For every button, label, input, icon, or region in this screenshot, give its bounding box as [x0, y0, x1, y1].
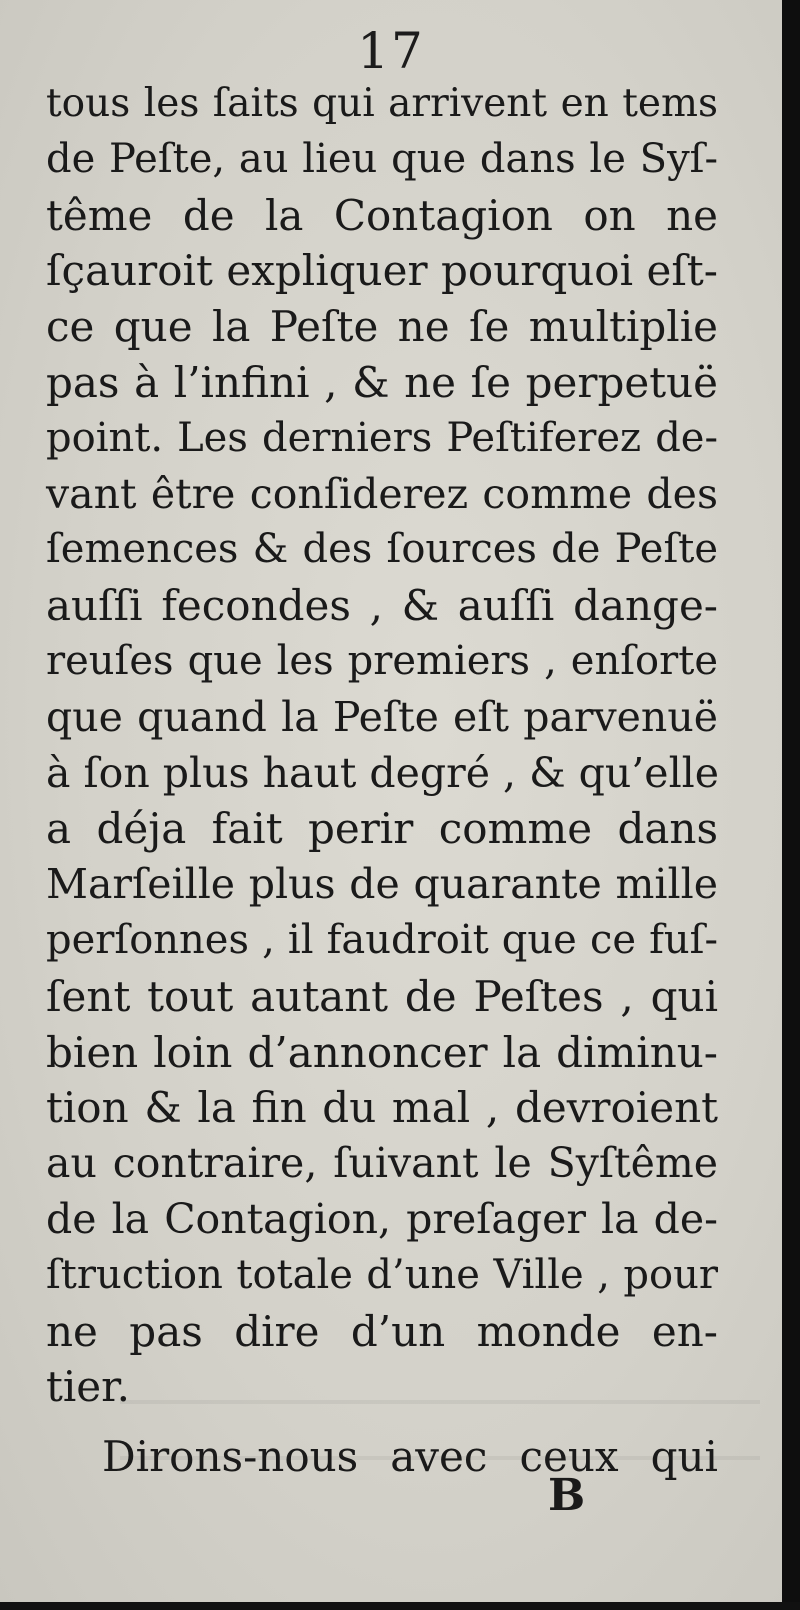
text-line: bien loin d’annoncer la diminu- — [46, 1027, 718, 1077]
text-line: vant être conſiderez comme des — [46, 469, 718, 518]
text-line: Marſeille plus de quarante mille — [46, 860, 718, 909]
text-line: perſonnes , il faudroit que ce fuſ- — [46, 916, 718, 963]
text-line: que quand la Peſte eſt parvenuë — [46, 692, 718, 741]
text-line: pas à l’infini , & ne ſe perpetuë — [46, 357, 718, 407]
text-line: à ſon plus haut degré , & qu’elle — [46, 748, 720, 797]
text-line: tous les ſaits qui arrivent en tems — [46, 81, 718, 126]
text-line: de Peſte, au lieu que dans le Syſ- — [46, 135, 718, 182]
text-line: ne pas dire d’un monde en- — [46, 1306, 718, 1356]
text-line: de la Contagion, preſager la de- — [46, 1194, 718, 1243]
text-line: auſſi fecondes , & auſſi dange- — [46, 581, 718, 631]
text-line: ſtruction totale d’une Ville , pour — [46, 1251, 718, 1298]
text-line: ſçauroit expliquer pourquoi eſt- — [46, 246, 718, 296]
text-line: tême de la Contagion on ne — [46, 190, 718, 240]
text-line: tion & la fin du mal , devroient — [46, 1083, 718, 1133]
page-number: 17 — [357, 22, 425, 80]
text-line: ce que la Peſte ne ſe multiplie — [46, 302, 718, 352]
text-line: ſemences & des ſources de Peſte — [46, 526, 718, 573]
text-line: reuſes que les premiers , enſorte — [46, 637, 718, 684]
text-line: point. Les derniers Peſtiferez de- — [46, 414, 718, 461]
signature-mark: B — [548, 1470, 586, 1521]
scan-edge-right — [782, 0, 800, 1610]
text-line: ſent tout autant de Peſtes , qui — [46, 971, 718, 1021]
text-line: au contraire, ſuivant le Syſtême — [46, 1139, 718, 1188]
text-line-paragraph-start: Dirons-nous avec ceux qui — [102, 1432, 718, 1482]
text-line: tier. — [46, 1362, 130, 1412]
scan-edge-bottom — [0, 1602, 800, 1610]
text-line: a déja fait perir comme dans — [46, 804, 718, 854]
body-text — [46, 76, 718, 1485]
